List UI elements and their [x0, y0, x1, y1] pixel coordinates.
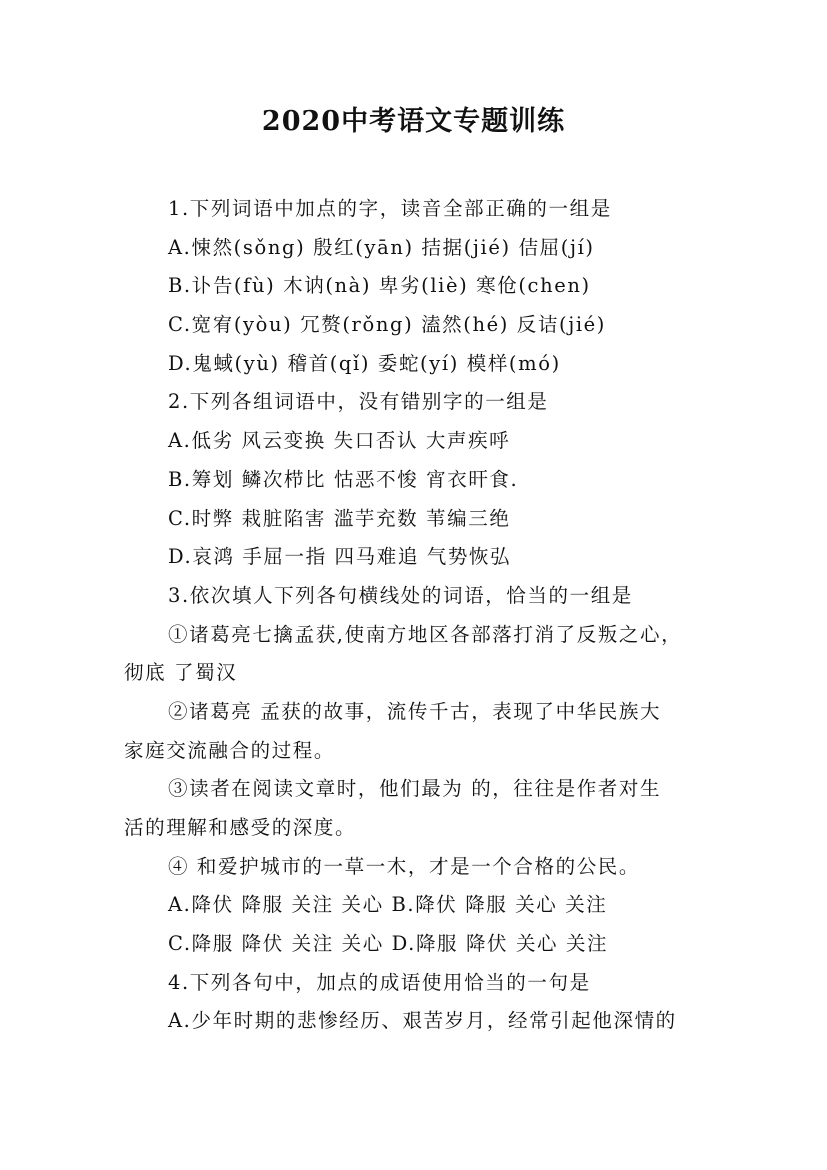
text-line: 彻底 了蜀汉 [124, 661, 238, 685]
text-line: D.哀鸿 手屈一指 四马难追 气势恢弘 [168, 545, 512, 569]
text-line: A.低劣 风云变换 失口否认 大声疾呼 [168, 429, 511, 453]
text-line: D.鬼蜮(yù) 稽首(qǐ) 委蛇(yí) 模样(mó) [168, 351, 561, 375]
text-line: 活的理解和感受的深度。 [124, 816, 357, 839]
text-line: ③读者在阅读文章时，他们最为 的，往往是作者对生 [168, 777, 662, 801]
text-line: 4.下列各句中，加点的成语使用恰当的一句是 [168, 970, 591, 994]
text-line: ②诸葛亮 孟获的故事，流传千古，表现了中华民族大 [168, 699, 662, 723]
text-line: A.悚然(sǒng) 殷红(yān) 拮据(jié) 佶屈(jí) [168, 235, 595, 259]
text-line: 家庭交流融合的过程。 [124, 738, 336, 762]
text-line: 1.下列词语中加点的字，读音全部正确的一组是 [168, 197, 612, 220]
text-line: 2.下列各组词语中，没有错别字的一组是 [168, 390, 549, 414]
text-line: A.少年时期的悲惨经历、艰苦岁月，经常引起他深情的 [168, 1009, 677, 1033]
text-line: A.降伏 降服 关注 关心 B.降伏 降服 关心 关注 [168, 893, 608, 917]
text-line: C.时弊 栽脏陷害 滥芋充数 苇编三绝 [168, 506, 511, 530]
document-title: 2020中考语文专题训练 [261, 106, 566, 137]
text-line: C.降服 降伏 关注 关心 D.降服 降伏 关心 关注 [168, 932, 609, 956]
text-line: ①诸葛亮七擒孟获,使南方地区各部落打消了反叛之心， [168, 622, 683, 646]
text-line: C.宽宥(yòu) 冗赘(rǒng) 溘然(hé) 反诘(jié) [168, 313, 607, 337]
text-line: ④ 和爱护城市的一草一木，才是一个合格的公民。 [168, 854, 640, 878]
document-body [124, 190, 714, 1041]
text-line: 3.依次填人下列各句横线处的词语，恰当的一组是 [168, 583, 633, 607]
text-line: B.讣告(fù) 木讷(nà) 卑劣(liè) 寒伧(chen) [168, 274, 591, 298]
text-line: B.筹划 鳞次栉比 怙恶不悛 宵衣旰食. [168, 467, 519, 491]
